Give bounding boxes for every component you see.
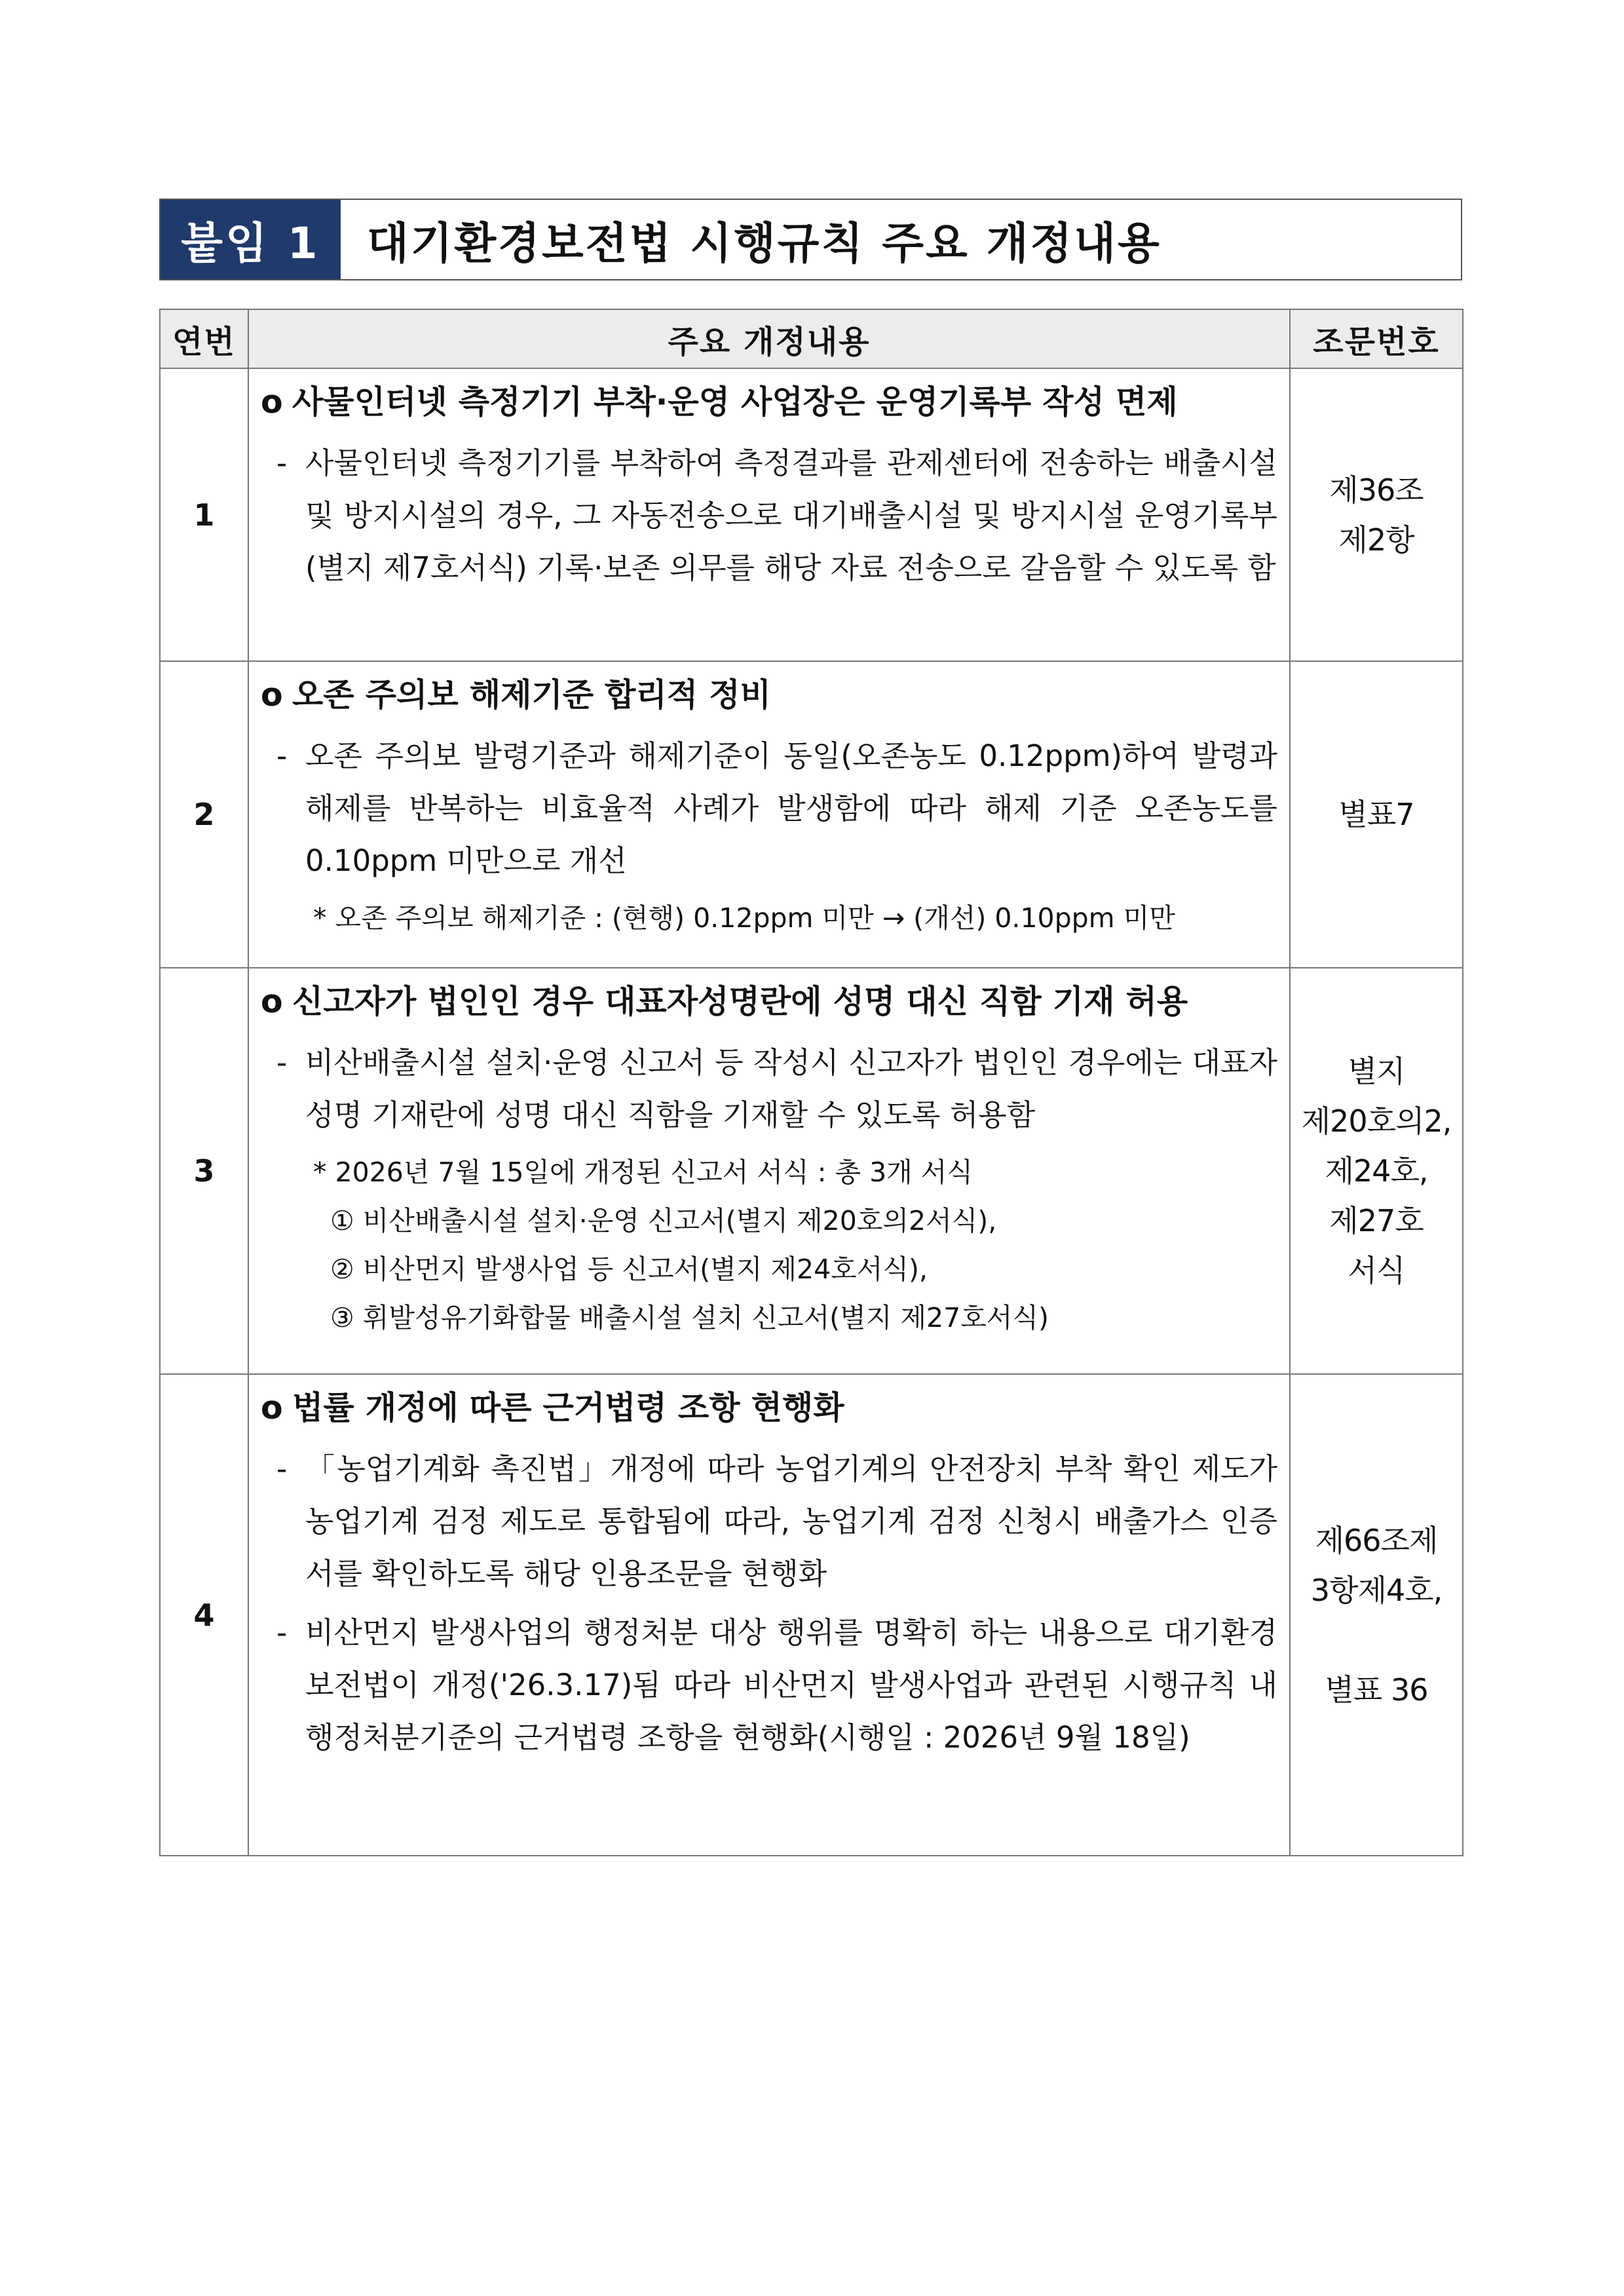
row-sub-item: ③ 휘발성유기화합물 배출시설 설치 신고서(별지 제27호서식) (330, 1302, 1049, 1333)
amendment-table (159, 309, 1463, 1856)
row-item: - 비산배출시설 설치·운영 신고서 등 작성시 신고자가 법인인 경우에는 대표자 성명 기재란에 성명 대신 직함을 기재할 수 있도록 허용함 (276, 1045, 1277, 1132)
row-article-ref: 제66조제 3항제4호, 별표 36 (1290, 1374, 1463, 1856)
row-item: - 「농업기계화 촉진법」개정에 따라 농업기계의 안전장치 부착 확인 제도가 농업기계 검정 제도로 통합됨에 따라, 농업기계 검정 신청시 배출가스 인증서를 확인하도록 해당 인용조문을 현행화 (276, 1451, 1277, 1591)
header-content: 주요 개정내용 (248, 309, 1290, 368)
bullet-mark: o (261, 676, 283, 714)
table-row (160, 968, 1463, 1374)
attachment-tag: 붙임 1 (161, 200, 341, 279)
row-number: 3 (160, 968, 248, 1374)
title-banner (159, 199, 1462, 280)
bullet-mark: o (261, 983, 283, 1020)
header-no: 연번 (160, 309, 248, 368)
table-header-row (160, 309, 1463, 368)
row-number: 1 (160, 368, 248, 661)
page-title: 대기환경보전법 시행규칙 주요 개정내용 (367, 218, 1161, 269)
row-heading: o 법률 개정에 따른 근거법령 조항 현행화 (261, 1389, 844, 1426)
row-article-ref: 별표7 (1290, 661, 1463, 968)
row-item: - 사물인터넷 측정기기를 부착하여 측정결과를 관제센터에 전송하는 배출시설 및 방지시설의 경우, 그 자동전송으로 대기배출시설 및 방지시설 운영기록부(별지 제7호서식) 기록·보존 의무를 해당 자료 전송으로 갈음할 수 있도록 함 (276, 446, 1277, 585)
row-sub-item: ② 비산먼지 발생사업 등 신고서(별지 제24호서식), (330, 1253, 928, 1285)
bullet-mark: o (261, 1389, 283, 1426)
row-article-ref: 별지 제20호의2, 제24호, 제27호 서식 (1290, 968, 1463, 1374)
row-item: - 비산먼지 발생사업의 행정처분 대상 행위를 명확히 하는 내용으로 대기환경보전법이 개정('26.3.17)됨 따라 비산먼지 발생사업과 관련된 시행규칙 내 행정처분기준의 근거법령 조항을 현행화(시행일 : 2026년 9월 18일) (276, 1615, 1277, 1755)
row-content (248, 368, 1290, 661)
row-article-ref: 제36조 제2항 (1290, 368, 1463, 661)
row-sub-item: ① 비산배출시설 설치·운영 신고서(별지 제20호의2서식), (330, 1205, 997, 1236)
row-note: * 2026년 7월 15일에 개정된 신고서 서식 : 총 3개 서식 (313, 1157, 973, 1188)
row-heading: o 오존 주의보 해제기준 합리적 정비 (261, 676, 771, 714)
row-content (248, 1374, 1290, 1856)
table-row (160, 1374, 1463, 1856)
row-item: - 오존 주의보 발령기준과 해제기준이 동일(오존농도 0.12ppm)하여 발령과 해제를 반복하는 비효율적 사례가 발생함에 따라 해제 기준 오존농도를 0.10ppm 미만으로 개선 (276, 738, 1277, 878)
row-content (248, 968, 1290, 1374)
table-row (160, 368, 1463, 661)
row-heading: o 사물인터넷 측정기기 부착·운영 사업장은 운영기록부 작성 면제 (261, 383, 1178, 421)
row-content (248, 661, 1290, 968)
row-heading: o 신고자가 법인인 경우 대표자성명란에 성명 대신 직함 기재 허용 (261, 983, 1188, 1020)
bullet-mark: o (261, 383, 283, 421)
header-article: 조문번호 (1290, 309, 1463, 368)
row-number: 4 (160, 1374, 248, 1856)
table-row (160, 661, 1463, 968)
row-number: 2 (160, 661, 248, 968)
row-note: * 오존 주의보 해제기준 : (현행) 0.12ppm 미만 → (개선) 0.10ppm 미만 (313, 902, 1175, 934)
